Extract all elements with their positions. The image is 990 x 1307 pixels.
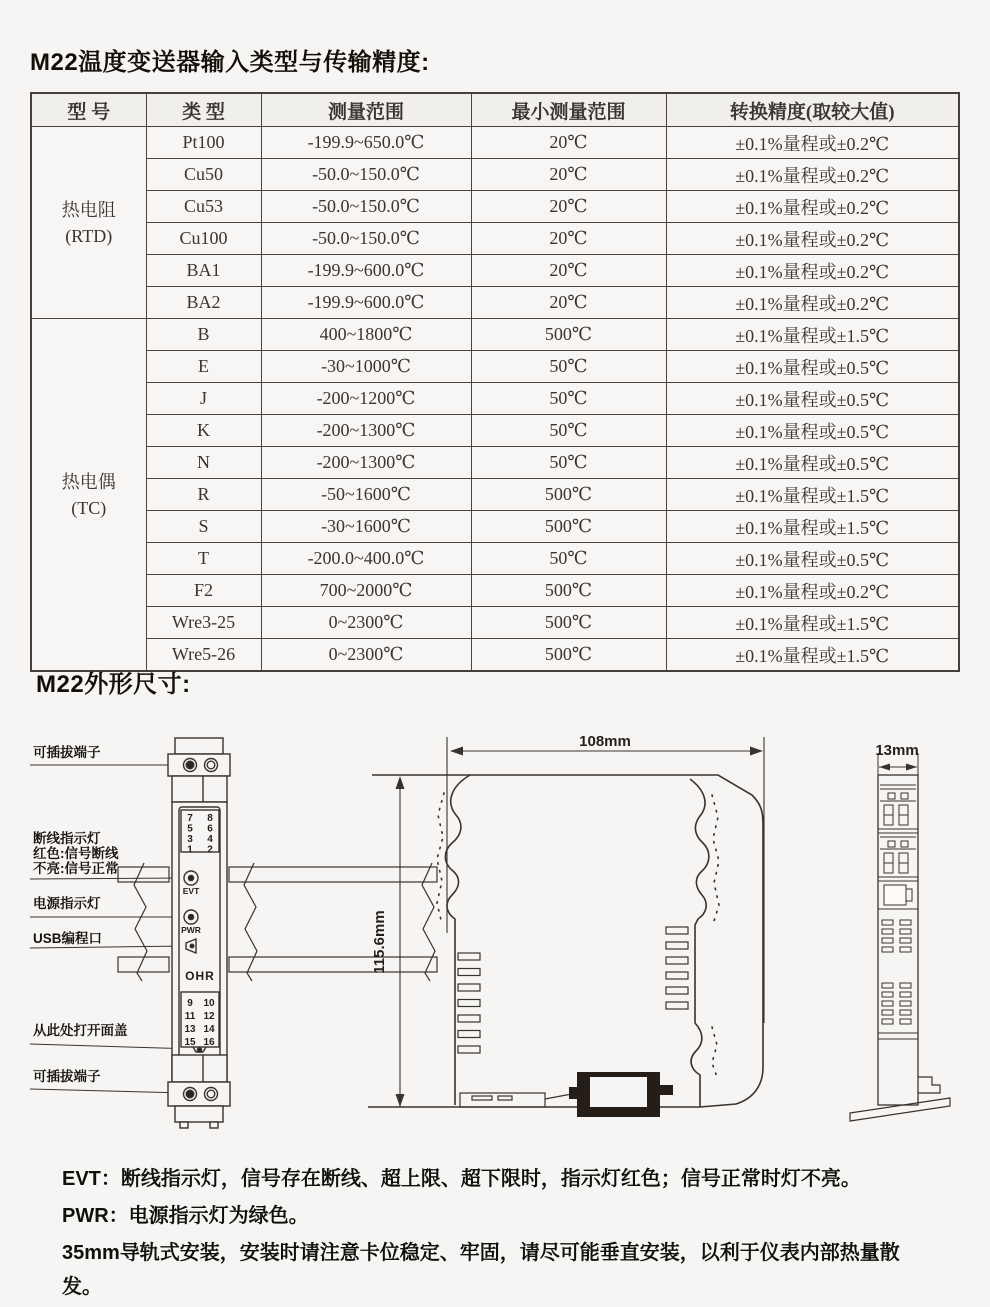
table-row xyxy=(31,127,959,159)
spec-cell: ±0.1%量程或±0.2℃ xyxy=(666,287,959,319)
note-evt: EVT：断线指示灯，信号存在断线、超上限、超下限时，指示灯红色；信号正常时灯不亮。 xyxy=(62,1168,861,1190)
edge-view xyxy=(850,753,950,1121)
spec-cell: -30~1000℃ xyxy=(261,351,471,383)
spec-cell: ±0.1%量程或±1.5℃ xyxy=(666,479,959,511)
spec-cell: 50℃ xyxy=(471,351,666,383)
spec-column-header: 测量范围 xyxy=(261,93,471,127)
terminal-number: 2 xyxy=(207,844,213,856)
spec-cell: ±0.1%量程或±0.5℃ xyxy=(666,543,959,575)
spec-cell: E xyxy=(146,351,261,383)
callout-labels xyxy=(33,744,128,1084)
terminal-number: 9 xyxy=(187,998,193,1009)
table-row xyxy=(31,255,959,287)
spec-cell: Cu100 xyxy=(146,223,261,255)
din-clip xyxy=(569,1072,673,1117)
table-row xyxy=(31,543,959,575)
spec-cell: ±0.1%量程或±0.2℃ xyxy=(666,255,959,287)
rail-break-icon xyxy=(244,863,257,981)
spec-cell: ±0.1%量程或±1.5℃ xyxy=(666,607,959,639)
spec-cell: 20℃ xyxy=(471,223,666,255)
side-view xyxy=(368,737,764,1117)
terminal-number: 14 xyxy=(203,1024,215,1035)
dimension-drawing xyxy=(0,715,990,1145)
table-row xyxy=(31,159,959,191)
profile-left-clamp xyxy=(445,775,470,1105)
spec-cell: ±0.1%量程或±0.2℃ xyxy=(666,127,959,159)
rail-break-icon xyxy=(422,863,435,981)
spec-cell: -199.9~650.0℃ xyxy=(261,127,471,159)
table-row xyxy=(31,351,959,383)
depth-dimension-label: 13mm xyxy=(875,742,919,759)
terminal-number: 12 xyxy=(203,1011,215,1022)
spec-cell: 500℃ xyxy=(471,479,666,511)
callout-terminal-top: 可插拔端子 xyxy=(33,745,101,760)
spec-cell: J xyxy=(146,383,261,415)
edge-rail xyxy=(850,1077,950,1121)
spec-cell: ±0.1%量程或±1.5℃ xyxy=(666,511,959,543)
edge-vent-slots xyxy=(882,920,911,1024)
spec-column-header: 转换精度(取较大值) xyxy=(666,93,959,127)
section2-title: M22外形尺寸: xyxy=(36,671,191,698)
spec-cell: -50~1600℃ xyxy=(261,479,471,511)
callout-usb-port: USB编程口 xyxy=(33,931,103,946)
spec-cell: 50℃ xyxy=(471,447,666,479)
spec-cell: ±0.1%量程或±0.5℃ xyxy=(666,415,959,447)
table-row xyxy=(31,223,959,255)
evt-label: EVT xyxy=(182,886,200,896)
terminal-number: 7 xyxy=(187,813,193,824)
spec-cell: ±0.1%量程或±0.2℃ xyxy=(666,159,959,191)
rail-break-icon xyxy=(134,863,147,981)
spec-cell: -199.9~600.0℃ xyxy=(261,287,471,319)
spec-column-header: 类 型 xyxy=(146,93,261,127)
callout-power-led: 电源指示灯 xyxy=(33,896,101,911)
table-row xyxy=(31,511,959,543)
width-dimension-label: 108mm xyxy=(579,733,631,750)
spec-cell: ±0.1%量程或±0.2℃ xyxy=(666,575,959,607)
callout-break-led-3: 不亮:信号正常 xyxy=(33,861,119,876)
spec-cell: 500℃ xyxy=(471,607,666,639)
spec-cell: 400~1800℃ xyxy=(261,319,471,351)
edge-usb-window xyxy=(884,885,906,905)
top-cap xyxy=(175,738,223,754)
model-group-cell: 热电偶 (TC) xyxy=(31,319,146,672)
din-rail xyxy=(118,863,437,981)
spec-cell: Wre3-25 xyxy=(146,607,261,639)
spec-cell: 20℃ xyxy=(471,127,666,159)
bottom-cap xyxy=(175,1106,223,1122)
vent-slots-right xyxy=(666,927,688,1009)
callout-leaders xyxy=(30,765,195,1093)
spec-cell: N xyxy=(146,447,261,479)
spec-cell: 50℃ xyxy=(471,383,666,415)
profile-right-lower-wave xyxy=(691,1023,702,1107)
spec-table-header-row xyxy=(31,93,959,127)
width-dimension xyxy=(447,737,764,1023)
spec-cell: 700~2000℃ xyxy=(261,575,471,607)
mounting-foot xyxy=(460,1093,577,1107)
spec-cell: K xyxy=(146,415,261,447)
bottom-terminal-block xyxy=(168,1082,230,1106)
table-row xyxy=(31,287,959,319)
terminal-number: 6 xyxy=(207,823,213,835)
spec-cell: Pt100 xyxy=(146,127,261,159)
spec-cell: -30~1600℃ xyxy=(261,511,471,543)
note-mounting: 35mm导轨式安装，安装时请注意卡位稳定、牢固，请尽可能垂直安装，以利于仪表内部热量散发。 xyxy=(62,1242,900,1298)
spec-cell: Cu53 xyxy=(146,191,261,223)
height-dimension xyxy=(396,776,405,1107)
spec-cell: -200~1300℃ xyxy=(261,415,471,447)
spec-cell: T xyxy=(146,543,261,575)
model-group-cell: 热电阻 (RTD) xyxy=(31,127,146,319)
terminal-number: 4 xyxy=(207,834,213,845)
terminal-number: 13 xyxy=(184,1024,196,1035)
terminal-number: 8 xyxy=(207,813,213,824)
spec-cell: ±0.1%量程或±0.5℃ xyxy=(666,351,959,383)
spec-cell: 500℃ xyxy=(471,511,666,543)
table-row xyxy=(31,607,959,639)
table-row xyxy=(31,575,959,607)
top-terminal-block xyxy=(168,754,230,776)
table-row xyxy=(31,415,959,447)
spec-cell: 500℃ xyxy=(471,639,666,672)
terminal-number: 5 xyxy=(187,823,193,835)
spec-cell: F2 xyxy=(146,575,261,607)
table-row xyxy=(31,479,959,511)
spec-cell: 20℃ xyxy=(471,191,666,223)
terminal-number: 11 xyxy=(184,1011,196,1022)
spec-cell: -200~1200℃ xyxy=(261,383,471,415)
spec-cell: 20℃ xyxy=(471,159,666,191)
spec-cell: ±0.1%量程或±0.2℃ xyxy=(666,191,959,223)
profile-right-clamp xyxy=(690,779,709,1023)
spec-cell: ±0.1%量程或±1.5℃ xyxy=(666,319,959,351)
spec-cell: ±0.1%量程或±1.5℃ xyxy=(666,639,959,672)
spec-cell: -200~1300℃ xyxy=(261,447,471,479)
spec-cell: 20℃ xyxy=(471,255,666,287)
height-dimension-label: 115.6mm xyxy=(371,910,388,974)
spec-cell: 0~2300℃ xyxy=(261,607,471,639)
spec-cell: 50℃ xyxy=(471,415,666,447)
table-row xyxy=(31,191,959,223)
spec-cell: -50.0~150.0℃ xyxy=(261,191,471,223)
vent-slots-left xyxy=(458,953,480,1053)
spec-cell: ±0.1%量程或±0.5℃ xyxy=(666,447,959,479)
callout-break-led-1: 断线指示灯 xyxy=(33,831,101,846)
spec-cell: R xyxy=(146,479,261,511)
terminal-number: 1 xyxy=(187,844,193,856)
spec-cell: -199.9~600.0℃ xyxy=(261,255,471,287)
spec-cell: BA1 xyxy=(146,255,261,287)
spec-cell: ±0.1%量程或±0.2℃ xyxy=(666,223,959,255)
spec-column-header: 型 号 xyxy=(31,93,146,127)
spec-cell: B xyxy=(146,319,261,351)
spec-cell: Wre5-26 xyxy=(146,639,261,672)
callout-terminal-bottom: 可插拔端子 xyxy=(33,1069,101,1084)
table-row xyxy=(31,319,959,351)
pwr-label: PWR xyxy=(181,925,201,935)
callout-break-led-2: 红色:信号断线 xyxy=(33,846,119,861)
spec-cell: ±0.1%量程或±0.5℃ xyxy=(666,383,959,415)
spec-cell: 0~2300℃ xyxy=(261,639,471,672)
table-row xyxy=(31,447,959,479)
spec-cell: -50.0~150.0℃ xyxy=(261,159,471,191)
spec-table-body xyxy=(31,127,959,672)
terminal-number: 15 xyxy=(184,1037,196,1048)
brand-logo: OHR xyxy=(185,969,215,983)
spec-cell: 500℃ xyxy=(471,575,666,607)
dotted-texture xyxy=(437,793,719,1077)
spec-cell: BA2 xyxy=(146,287,261,319)
spec-cell: -200.0~400.0℃ xyxy=(261,543,471,575)
spec-cell: 20℃ xyxy=(471,287,666,319)
footnotes xyxy=(62,1162,902,1307)
terminal-number: 3 xyxy=(187,834,193,845)
terminal-number: 16 xyxy=(203,1037,215,1048)
spec-cell: S xyxy=(146,511,261,543)
section1-title: M22温度变送器输入类型与传输精度: xyxy=(30,49,430,76)
spec-cell: 50℃ xyxy=(471,543,666,575)
terminal-number: 10 xyxy=(203,998,215,1009)
table-row xyxy=(31,383,959,415)
spec-table xyxy=(30,92,960,672)
spec-cell: 500℃ xyxy=(471,319,666,351)
spec-cell: -50.0~150.0℃ xyxy=(261,223,471,255)
spec-column-header: 最小测量范围 xyxy=(471,93,666,127)
profile-top-edge xyxy=(372,775,763,1107)
callout-open-cover: 从此处打开面盖 xyxy=(33,1023,128,1038)
spec-cell: Cu50 xyxy=(146,159,261,191)
note-pwr: PWR：电源指示灯为绿色。 xyxy=(62,1205,309,1227)
